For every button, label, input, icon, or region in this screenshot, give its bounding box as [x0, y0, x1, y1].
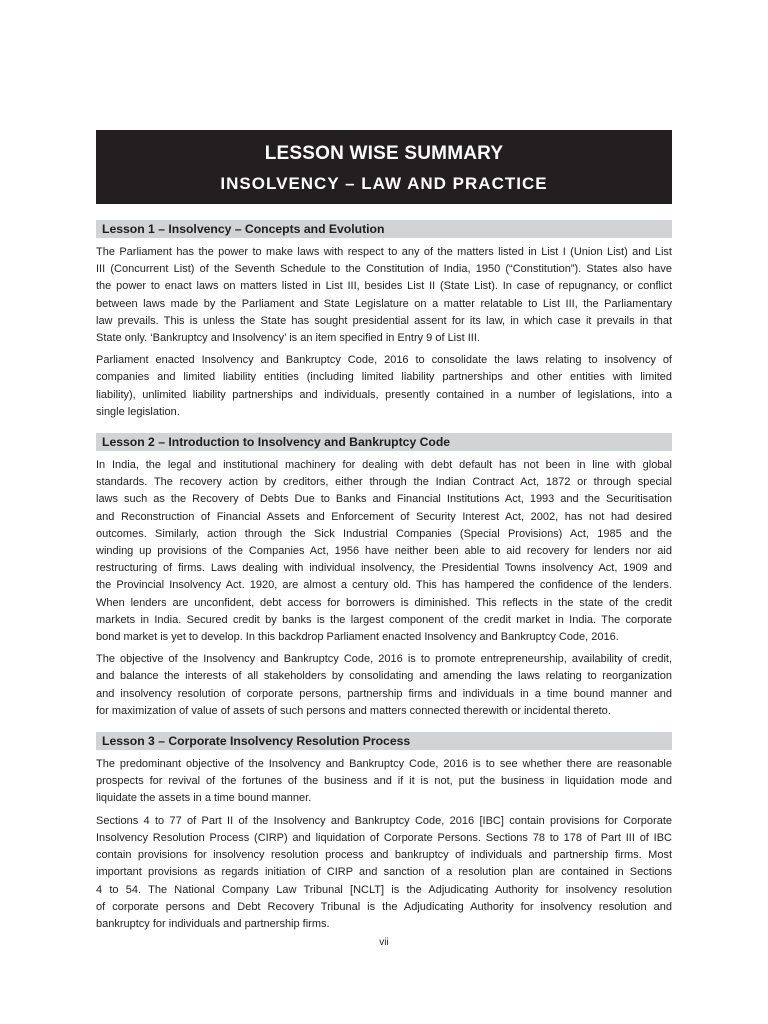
text-line: In India, the legal and institutional machinery for dealing with debt default has not been in line with global — [96, 459, 672, 472]
text-line: Insolvency Resolution Process (CIRP) and liquidation of Corporate Persons. Sections 78 to 178 of Part III of IBC — [96, 831, 672, 844]
text-line: outcomes. Similarly, action through the Sick Industrial Companies (Special Provisions) Act, 1985 and the — [96, 527, 672, 540]
text-line: between laws made by the Parliament and State Legislature on a matter relatable to List III, the Parliamentary — [96, 297, 672, 310]
text-line: Sections 4 to 77 of Part II of the Insolvency and Bankruptcy Code, 2016 [IBC] contain provisions for Corporate — [96, 814, 672, 827]
title-banner — [96, 130, 672, 204]
text-line: III (Concurrent List) of the Seventh Schedule to the Constitution of India, 1950 (“Constitution”). States also have — [96, 263, 672, 276]
text-line: prospects for revival of the fortunes of the business and if it is not, put the business in liquidation mode and — [96, 775, 672, 788]
text-line: When lenders are unconfident, debt access for borrowers is diminished. This reflects in the state of the credit — [96, 596, 672, 609]
text-line: the Provincial Insolvency Act. 1920, are almost a century old. This has hampered the confidence of the lenders. — [96, 579, 672, 592]
lesson-1-paragraph-2 — [96, 352, 672, 421]
text-line: of corporate persons and Debt Recovery Tribunal is the Adjudicating Authority for insolvency resolution and — [96, 900, 672, 913]
page-title: LESSON WISE SUMMARY — [264, 143, 504, 164]
text-line: bankruptcy for individuals and partnership firms. — [96, 917, 330, 930]
lesson-1-heading: Lesson 1 – Insolvency – Concepts and Evolution — [96, 220, 672, 238]
text-line: 4 to 54. The National Company Law Tribunal [NCLT] is the Adjudicating Authority for insolvency resolution — [96, 883, 672, 896]
text-line: Parliament enacted Insolvency and Bankruptcy Code, 2016 to consolidate the laws relating to insolvency of — [96, 354, 672, 367]
page-number: vii — [379, 937, 389, 948]
text-line: liquidate the assets in a time bound manner. — [96, 792, 312, 805]
text-line: liability), unlimited liability partnerships and individuals, presently contained in a number of legislations, into a — [96, 388, 672, 401]
text-line: the power to enact laws on matters listed in List III, besides List II (State List). In case of repugnancy, or conflict — [96, 280, 672, 293]
text-line: bond market is yet to develop. In this backdrop Parliament enacted Insolvency and Bankruptcy Code, 2016. — [96, 631, 619, 644]
lesson-2-heading: Lesson 2 – Introduction to Insolvency and Bankruptcy Code — [96, 433, 672, 451]
text-line: single legislation. — [96, 405, 180, 418]
text-line: laws such as the Recovery of Debts Due to Banks and Financial Institutions Act, 1993 and the Securitisation — [96, 493, 672, 506]
text-line: law prevails. This is unless the State has sought presidential assent for its law, in which case it prevails in that — [96, 314, 672, 327]
page-subtitle: INSOLVENCY – LAW AND PRACTICE — [220, 174, 548, 193]
lesson-2-paragraph-1 — [96, 457, 672, 646]
lesson-3-section — [96, 732, 672, 933]
lesson-1-section — [96, 220, 672, 421]
text-line: and insolvency resolution of corporate persons, partnership firms and individuals in a time bound manner and — [96, 687, 672, 700]
text-line: winding up provisions of the Companies Act, 1956 have neither been able to aid recovery for lenders nor aid — [96, 545, 672, 558]
text-line: markets in India. Secured credit by banks is the largest component of the credit market in India. The corporate — [96, 613, 672, 626]
lesson-3-paragraph-2 — [96, 813, 672, 933]
lesson-3-heading: Lesson 3 – Corporate Insolvency Resolution Process — [96, 732, 672, 750]
text-line: The predominant objective of the Insolvency and Bankruptcy Code, 2016 is to see whether there are reasonable — [96, 758, 672, 771]
lesson-2-paragraph-2 — [96, 651, 672, 720]
text-line: and balance the interests of all stakeholders by consolidating and amending the laws relating to reorganization — [96, 670, 672, 683]
text-line: and Reconstruction of Financial Assets and Enforcement of Security Interest Act, 2002, has not had desired — [96, 510, 672, 523]
lesson-3-paragraph-1 — [96, 756, 672, 808]
text-line: State only. ‘Bankruptcy and Insolvency’ is an item specified in Entry 9 of List III. — [96, 332, 480, 345]
page-content — [96, 130, 672, 933]
text-line: contain provisions for insolvency resolution process and bankruptcy of individuals and partnership firms. Most — [96, 849, 672, 862]
text-line: The objective of the Insolvency and Bankruptcy Code, 2016 is to promote entrepreneurship, availability of credit, — [96, 653, 672, 666]
text-line: companies and limited liability entities (including limited liability partnerships and other entities with limited — [96, 371, 672, 384]
lesson-1-paragraph-1 — [96, 244, 672, 347]
text-line: important provisions as regards initiation of CIRP and sanction of a resolution plan are contained in Sections — [96, 866, 672, 879]
text-line: for maximization of value of assets of such persons and matters connected therewith or incidental thereto. — [96, 704, 611, 717]
text-line: standards. The recovery action by creditors, either through the Indian Contract Act, 1872 or through special — [96, 476, 672, 489]
text-line: restructuring of firms. Laws dealing with individual insolvency, the Presidential Towns insolvency Act, 1909 and — [96, 562, 672, 575]
text-line: The Parliament has the power to make laws with respect to any of the matters listed in List I (Union List) and List — [96, 246, 672, 258]
lesson-2-section — [96, 433, 672, 720]
